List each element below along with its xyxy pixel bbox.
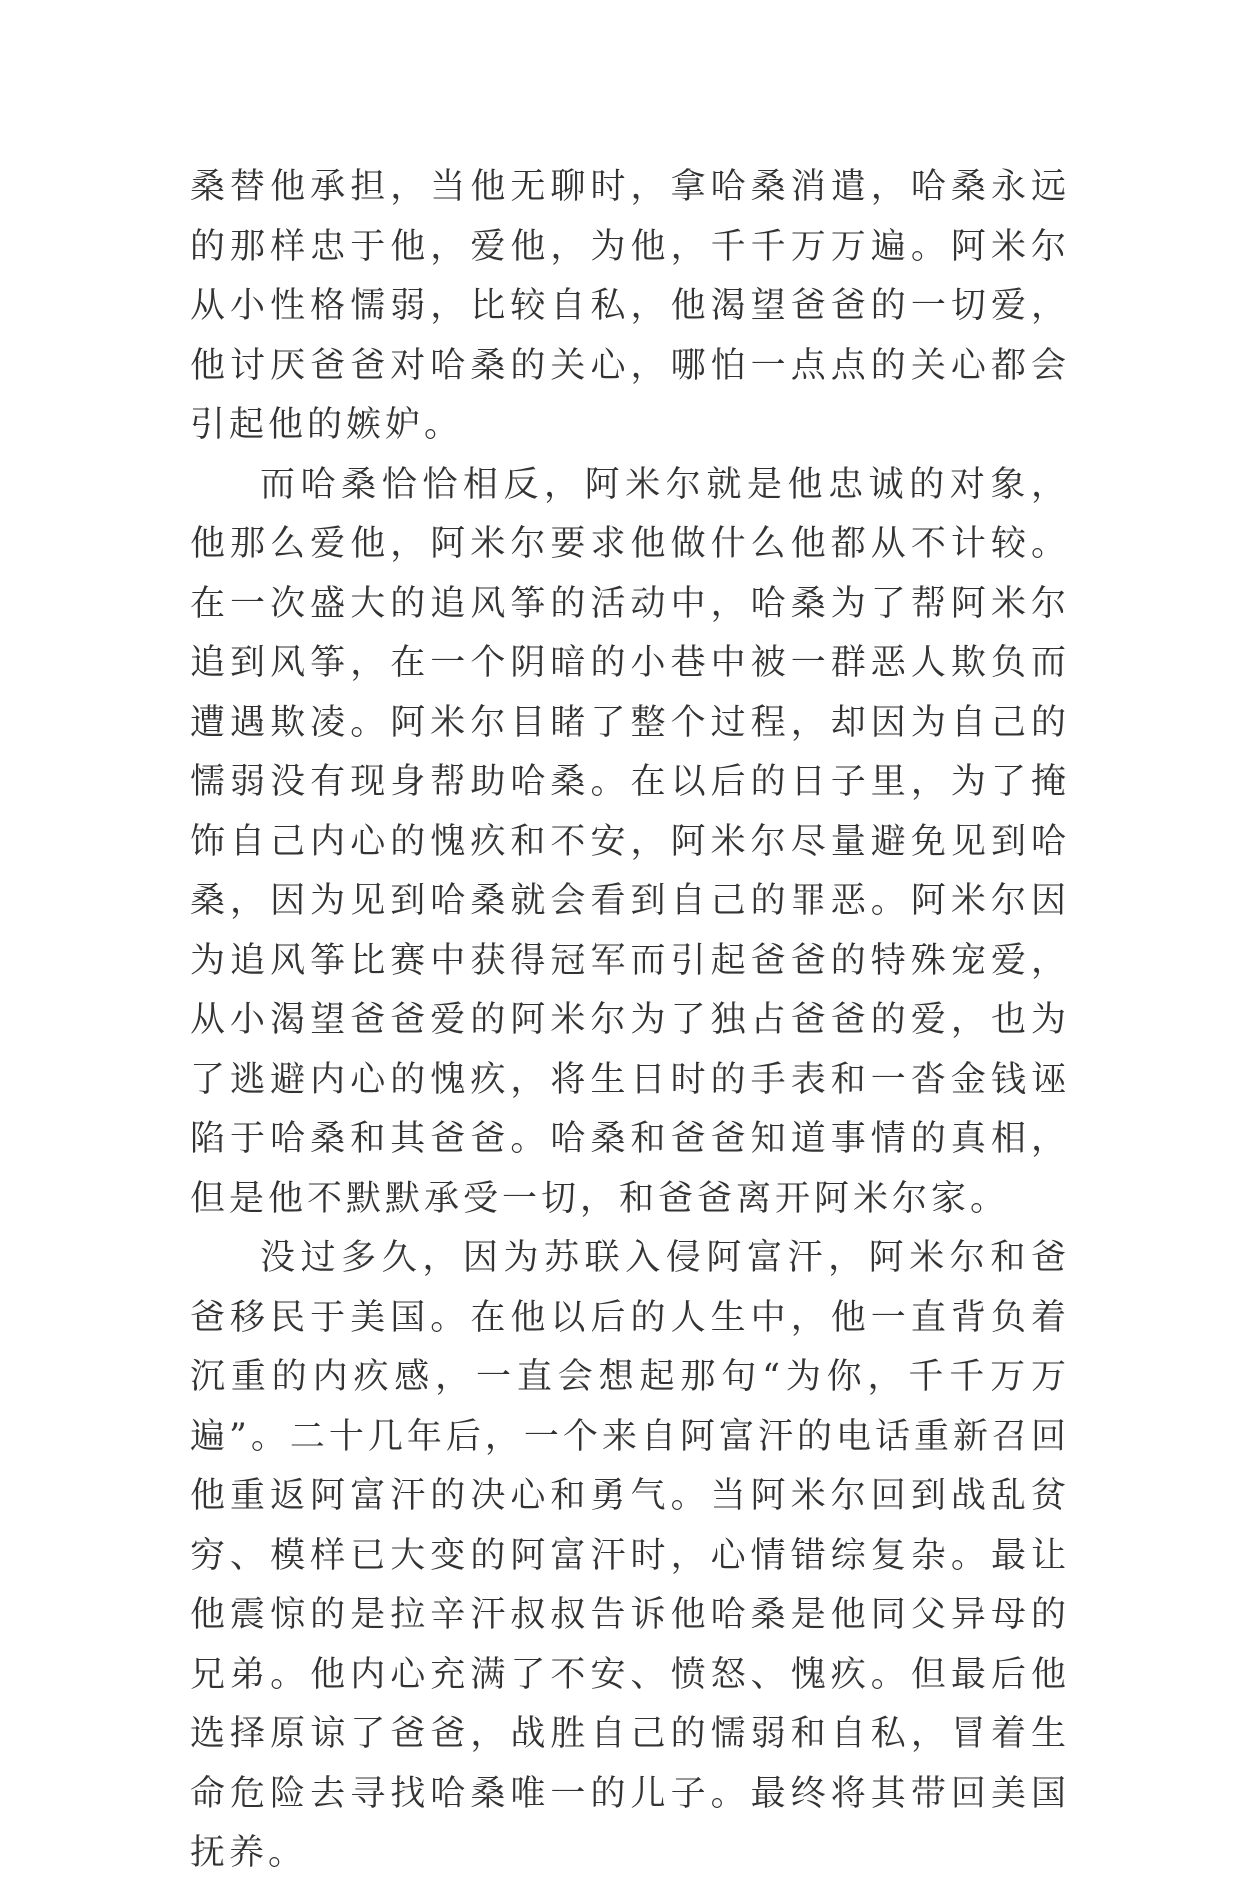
paragraph-3: 没过多久，因为苏联入侵阿富汗，阿米尔和爸爸移民于美国。在他以后的人生中，他一直背负着沉重的内疚感，一直会想起那句“为你，千千万万遍”。二十几年后，一个来自阿富汗的电话重新召回他重返阿富汗的决心和勇气。当阿米尔回到战乱贫穷、模样已大变的阿富汗时，心情错综复杂。最让他震惊的是拉辛汗叔叔告诉他哈桑是他同父异母的兄弟。他内心充满了不安、愤怒、愧疚。但最后他选择原谅了爸爸，战胜自己的懦弱和自私，冒着生命危险去寻找哈桑唯一的儿子。最终将其带回美国抚养。 [190,1238,1070,1873]
paragraph-1: 桑替他承担，当他无聊时，拿哈桑消遣，哈桑永远的那样忠于他，爱他，为他，千千万万遍。阿米尔从小性格懦弱，比较自私，他渴望爸爸的一切爱，他讨厌爸爸对哈桑的关心，哪怕一点点的关心都会引起他的嫉妒。 [190,167,1070,445]
body-text [190,158,1070,1884]
paragraph-2: 而哈桑恰恰相反，阿米尔就是他忠诚的对象，他那么爱他，阿米尔要求他做什么他都从不计较。在一次盛大的追风筝的活动中，哈桑为了帮阿米尔追到风筝，在一个阴暗的小巷中被一群恶人欺负而遭遇欺凌。阿米尔目睹了整个过程，却因为自己的懦弱没有现身帮助哈桑。在以后的日子里，为了掩饰自己内心的愧疚和不安，阿米尔尽量避免见到哈桑，因为见到哈桑就会看到自己的罪恶。阿米尔因为追风筝比赛中获得冠军而引起爸爸的特殊宠爱，从小渴望爸爸爱的阿米尔为了独占爸爸的爱，也为了逃避内心的愧疚，将生日时的手表和一沓金钱诬陷于哈桑和其爸爸。哈桑和爸爸知道事情的真相，但是他不默默承受一切，和爸爸离开阿米尔家。 [190,464,1070,1219]
